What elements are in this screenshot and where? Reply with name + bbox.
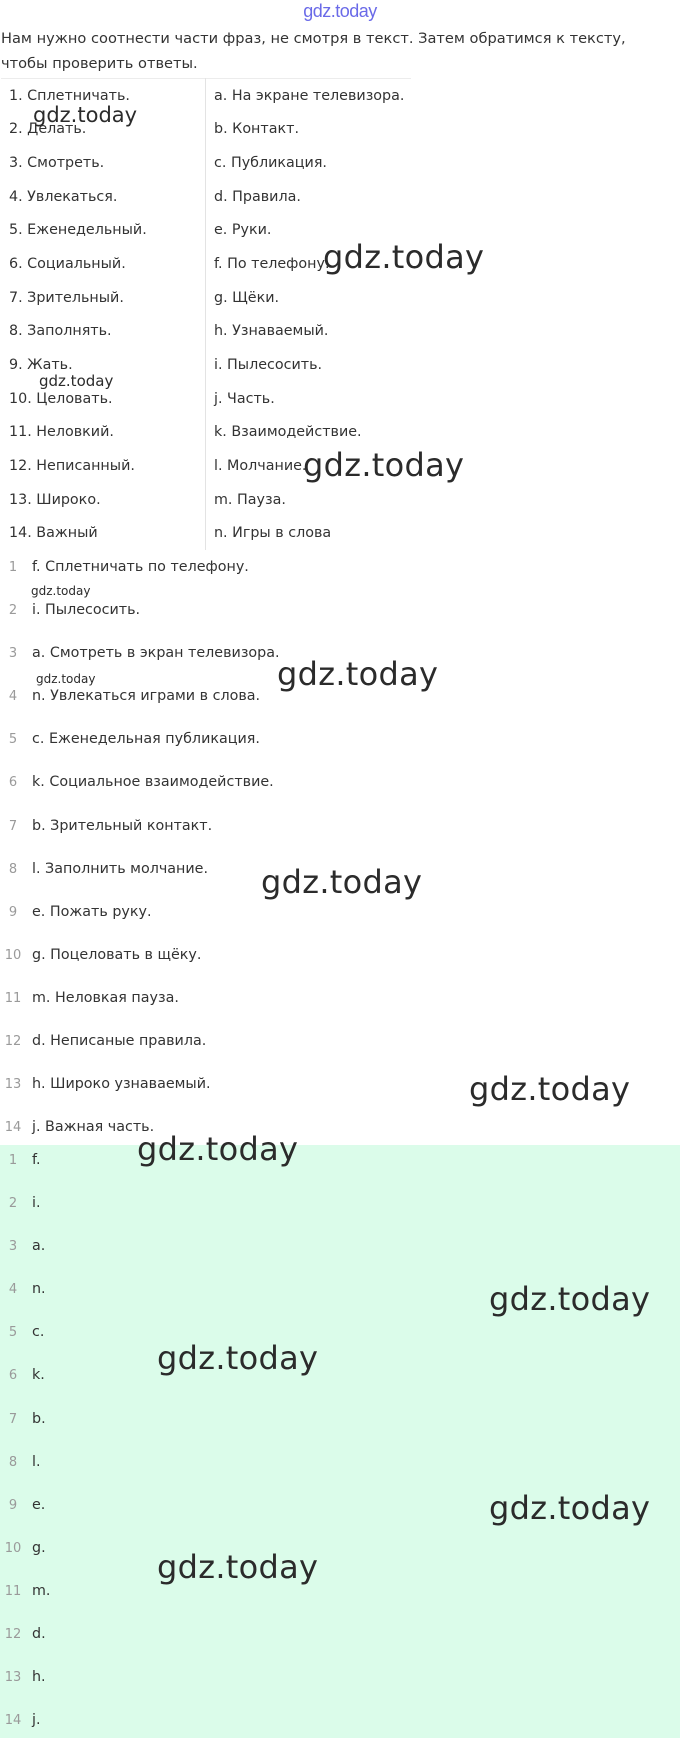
phrase-end-cell: d. Правила. bbox=[214, 188, 301, 205]
item-text: b. Зрительный контакт. bbox=[32, 817, 213, 834]
item-number: 3 bbox=[8, 1239, 18, 1255]
list-item bbox=[0, 812, 680, 855]
watermark: gdz.today bbox=[39, 372, 114, 390]
table-row bbox=[1, 214, 411, 248]
item-text: a. Смотреть в экран телевизора. bbox=[32, 645, 280, 662]
watermark: gdz.today bbox=[33, 103, 138, 127]
phrase-start-cell: 13. Широко. bbox=[1, 483, 206, 517]
item-number: 7 bbox=[8, 818, 18, 834]
phrase-end-cell: m. Пауза. bbox=[214, 491, 286, 508]
phrase-end-cell: h. Узнаваемый. bbox=[214, 323, 329, 340]
item-number: 11 bbox=[4, 990, 22, 1006]
phrase-start-cell: 10. Целовать. bbox=[1, 382, 206, 416]
item-number: 11 bbox=[4, 1583, 22, 1599]
table-row bbox=[1, 281, 411, 315]
short-answers-list bbox=[0, 1145, 680, 1748]
list-item bbox=[0, 768, 680, 811]
item-text: b. bbox=[32, 1410, 46, 1427]
watermark: gdz.today bbox=[261, 863, 423, 901]
item-text: m. Неловкая пауза. bbox=[32, 989, 179, 1006]
table-row bbox=[1, 415, 411, 449]
list-item bbox=[0, 1662, 680, 1705]
phrase-end-cell: e. Руки. bbox=[214, 222, 272, 239]
list-item bbox=[0, 1188, 680, 1231]
list-item bbox=[0, 596, 680, 639]
item-text: k. Социальное взаимодействие. bbox=[32, 774, 274, 791]
item-number: 5 bbox=[8, 1325, 18, 1341]
phrase-end-cell: g. Щёки. bbox=[214, 289, 280, 306]
list-item bbox=[0, 1490, 680, 1533]
item-text: j. Важная часть. bbox=[32, 1119, 155, 1136]
item-text: h. Широко узнаваемый. bbox=[32, 1076, 211, 1093]
table-row bbox=[1, 314, 411, 348]
item-text: f. bbox=[32, 1152, 41, 1168]
item-number: 14 bbox=[4, 1120, 22, 1136]
watermark: gdz.today bbox=[157, 1339, 319, 1377]
item-text: l. bbox=[32, 1453, 41, 1470]
item-text: i. bbox=[32, 1195, 41, 1212]
item-number: 8 bbox=[8, 1454, 18, 1470]
phrase-end-cell: f. По телефону. bbox=[214, 256, 330, 273]
watermark: gdz.today bbox=[36, 672, 96, 686]
item-number: 10 bbox=[4, 947, 22, 963]
list-item bbox=[0, 1576, 680, 1619]
item-number: 5 bbox=[8, 732, 18, 748]
phrase-start-cell: 5. Еженедельный. bbox=[1, 214, 206, 248]
phrase-start-cell: 1. Сплетничать. bbox=[1, 79, 206, 113]
table-row bbox=[1, 449, 411, 483]
item-text: c. Еженедельная публикация. bbox=[32, 731, 260, 748]
item-text: l. Заполнить молчание. bbox=[32, 860, 209, 877]
watermark: gdz.today bbox=[31, 584, 91, 598]
item-number: 3 bbox=[8, 646, 18, 662]
task-intro: Нам нужно соотнести части фраз, не смотря в текст. Затем обратимся к тексту, чтобы проверить ответы. bbox=[1, 30, 626, 72]
list-item bbox=[0, 1231, 680, 1274]
item-number: 1 bbox=[8, 1153, 18, 1168]
item-number: 4 bbox=[8, 1282, 18, 1298]
matching-table bbox=[1, 78, 411, 550]
list-item bbox=[0, 553, 680, 596]
phrase-start-cell: 2. Делать. bbox=[1, 113, 206, 147]
item-number: 9 bbox=[8, 1497, 18, 1513]
item-text: n. Увлекаться играми в слова. bbox=[32, 688, 261, 705]
phrase-start-cell: 7. Зрительный. bbox=[1, 281, 206, 315]
list-item bbox=[0, 1619, 680, 1662]
list-item bbox=[0, 1533, 680, 1576]
phrase-end-cell: n. Игры в слова bbox=[214, 525, 332, 542]
phrase-start-cell: 8. Заполнять. bbox=[1, 314, 206, 348]
item-text: n. bbox=[32, 1281, 46, 1298]
item-text: a. bbox=[32, 1238, 46, 1255]
phrase-start-cell: 9. Жать. bbox=[1, 348, 206, 382]
phrase-end-cell: j. Часть. bbox=[214, 390, 275, 407]
list-item bbox=[0, 898, 680, 941]
phrase-end-cell: b. Контакт. bbox=[214, 121, 300, 138]
item-number: 8 bbox=[8, 861, 18, 877]
item-number: 4 bbox=[8, 689, 18, 705]
table-row bbox=[1, 483, 411, 517]
list-item bbox=[0, 1705, 680, 1748]
item-number: 9 bbox=[8, 904, 18, 920]
item-number: 10 bbox=[4, 1540, 22, 1556]
item-number: 14 bbox=[4, 1713, 22, 1729]
list-item bbox=[0, 855, 680, 898]
phrase-start-cell: 12. Неписанный. bbox=[1, 449, 206, 483]
list-item bbox=[0, 1027, 680, 1070]
phrase-end-cell: k. Взаимодействие. bbox=[214, 424, 362, 441]
table-row bbox=[1, 382, 411, 416]
list-item bbox=[0, 725, 680, 768]
phrase-end-cell: a. На экране телевизора. bbox=[206, 79, 412, 113]
list-item bbox=[0, 941, 680, 984]
phrase-end-cell: l. Молчание. bbox=[214, 457, 307, 474]
phrase-start-cell: 3. Смотреть. bbox=[1, 146, 206, 180]
item-number: 13 bbox=[4, 1077, 22, 1093]
item-text: d. bbox=[32, 1626, 46, 1643]
site-logo[interactable]: gdz.today bbox=[303, 1, 377, 21]
watermark: gdz.today bbox=[277, 655, 439, 693]
item-number: 1 bbox=[8, 560, 18, 575]
table-row bbox=[1, 516, 411, 550]
table-row bbox=[1, 348, 411, 382]
watermark: gdz.today bbox=[303, 446, 465, 484]
phrase-start-cell: 6. Социальный. bbox=[1, 247, 206, 281]
phrase-start-cell: 14. Важный bbox=[1, 516, 206, 550]
item-number: 12 bbox=[4, 1034, 22, 1050]
item-number: 6 bbox=[8, 775, 18, 791]
phrase-end-cell: i. Пылесосить. bbox=[214, 356, 323, 373]
list-item bbox=[0, 639, 680, 682]
item-number: 6 bbox=[8, 1368, 18, 1384]
list-item bbox=[0, 1447, 680, 1490]
list-item bbox=[0, 1404, 680, 1447]
watermark: gdz.today bbox=[469, 1070, 631, 1108]
item-text: c. bbox=[32, 1324, 45, 1341]
watermark: gdz.today bbox=[323, 238, 485, 276]
item-text: m. bbox=[32, 1582, 51, 1599]
item-number: 13 bbox=[4, 1670, 22, 1686]
watermark: gdz.today bbox=[489, 1489, 651, 1527]
item-number: 2 bbox=[8, 603, 18, 619]
full-answers-list bbox=[0, 553, 680, 1156]
item-text: g. Поцеловать в щёку. bbox=[32, 946, 202, 963]
item-text: e. Пожать руку. bbox=[32, 903, 152, 920]
item-number: 12 bbox=[4, 1627, 22, 1643]
list-item bbox=[0, 1317, 680, 1360]
item-text: j. bbox=[32, 1712, 41, 1729]
item-text: d. Неписаные правила. bbox=[32, 1033, 207, 1050]
item-number: 7 bbox=[8, 1411, 18, 1427]
phrase-start-cell: 4. Увлекаться. bbox=[1, 180, 206, 214]
table-row bbox=[1, 79, 411, 113]
item-text: f. Сплетничать по телефону. bbox=[32, 559, 249, 575]
table-row bbox=[1, 146, 411, 180]
item-text: k. bbox=[32, 1367, 45, 1384]
watermark: gdz.today bbox=[489, 1280, 651, 1318]
phrase-start-cell: 11. Неловкий. bbox=[1, 415, 206, 449]
item-text: g. bbox=[32, 1539, 46, 1556]
item-text: i. Пылесосить. bbox=[32, 602, 141, 619]
list-item bbox=[0, 682, 680, 725]
table-row bbox=[1, 247, 411, 281]
table-row bbox=[1, 180, 411, 214]
phrase-end-cell: c. Публикация. bbox=[214, 155, 327, 172]
list-item bbox=[0, 1274, 680, 1317]
table-row bbox=[1, 113, 411, 147]
list-item bbox=[0, 1070, 680, 1113]
watermark: gdz.today bbox=[157, 1548, 319, 1586]
item-number: 2 bbox=[8, 1196, 18, 1212]
watermark: gdz.today bbox=[137, 1130, 299, 1168]
list-item bbox=[0, 1145, 680, 1188]
list-item bbox=[0, 984, 680, 1027]
item-text: e. bbox=[32, 1496, 46, 1513]
list-item bbox=[0, 1360, 680, 1403]
item-text: h. bbox=[32, 1669, 46, 1686]
short-answers-section bbox=[0, 1145, 680, 1738]
